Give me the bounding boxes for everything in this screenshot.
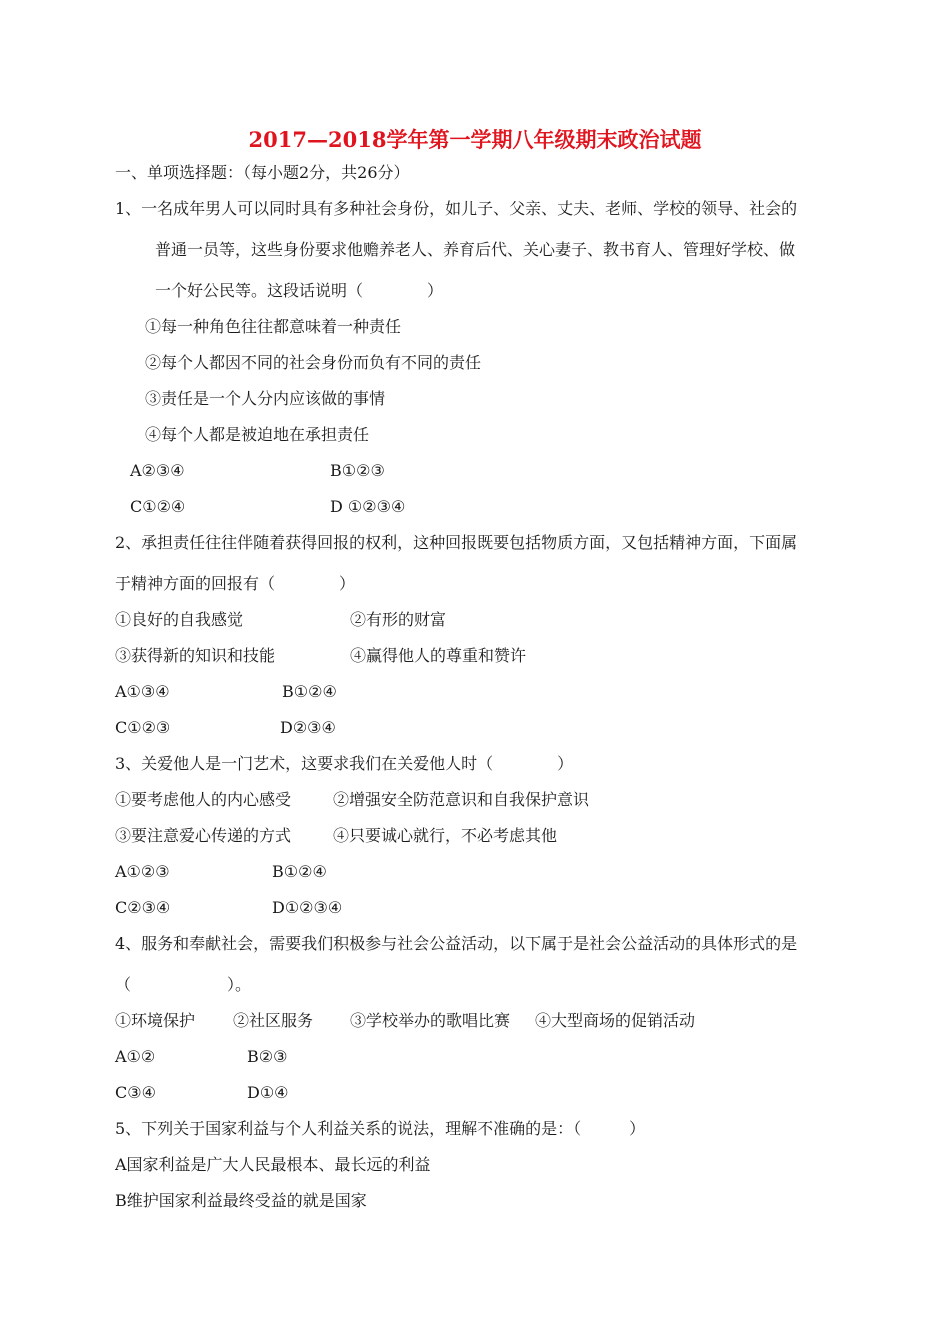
q5-option-a: A国家利益是广大人民最根本、最长远的利益 [115, 1155, 431, 1174]
q3-option-c: C②③④ [115, 898, 171, 917]
q1-statement-4: ④每个人都是被迫地在承担责任 [145, 425, 370, 444]
q1-option-d: D ①②③④ [330, 497, 406, 516]
q5-stem-line1: 5、下列关于国家利益与个人利益关系的说法，理解不准确的是：（ ） [115, 1119, 646, 1138]
q4-stem-line2: （ ）。 [115, 975, 252, 994]
section-heading: 一、单项选择题：（每小题2分，共26分） [115, 163, 410, 182]
q4-stem-line1: 4、服务和奉献社会，需要我们积极参与社会公益活动，以下属于是社会公益活动的具体形式的是 [115, 934, 798, 953]
q3-option-b: B①②④ [272, 862, 327, 881]
q1-option-c: C①②④ [130, 497, 186, 516]
q5-option-b: B维护国家利益最终受益的就是国家 [115, 1191, 367, 1210]
q4-option-a: A①② [115, 1047, 156, 1066]
q2-stem-line2: 于精神方面的回报有（ ） [115, 574, 356, 593]
q2-statement-2: ②有形的财富 [350, 610, 447, 629]
q4-option-c: C③④ [115, 1083, 156, 1102]
q4-option-d: D①④ [247, 1083, 289, 1102]
q3-stem-line1: 3、关爱他人是一门艺术，这要求我们在关爱他人时（ ） [115, 754, 574, 773]
q3-statement-4: ④只要诚心就行，不必考虑其他 [333, 826, 558, 845]
q3-statement-2: ②增强安全防范意识和自我保护意识 [333, 790, 590, 809]
q1-statement-2: ②每个人都因不同的社会身份而负有不同的责任 [145, 353, 482, 372]
page-title: 2017—2018学年第一学期八年级期末政治试题 [248, 127, 702, 152]
q1-stem-line2: 普通一员等，这些身份要求他赡养老人、养育后代、关心妻子、教书育人、管理好学校、做 [155, 240, 796, 259]
q4-statement-2: ②社区服务 [233, 1011, 314, 1030]
q3-option-a: A①②③ [115, 862, 170, 881]
q1-statement-3: ③责任是一个人分内应该做的事情 [145, 389, 386, 408]
q4-option-b: B②③ [247, 1047, 288, 1066]
q2-option-b: B①②④ [282, 682, 337, 701]
q4-statement-3: ③学校举办的歌唱比赛 [350, 1011, 511, 1030]
q1-statement-1: ①每一种角色往往都意味着一种责任 [145, 317, 402, 336]
q2-option-a: A①③④ [115, 682, 170, 701]
q2-statement-4: ④赢得他人的尊重和赞许 [350, 646, 527, 665]
q1-stem-line3: 一个好公民等。这段话说明（ ） [155, 281, 444, 300]
q4-statement-4: ④大型商场的促销活动 [535, 1011, 696, 1030]
q2-stem-line1: 2、承担责任往往伴随着获得回报的权利，这种回报既要包括物质方面，又包括精神方面，下面属 [115, 533, 798, 552]
q1-option-a: A②③④ [130, 461, 185, 480]
q2-statement-1: ①良好的自我感觉 [115, 610, 244, 629]
q3-statement-3: ③要注意爱心传递的方式 [115, 826, 292, 845]
q1-option-b: B①②③ [330, 461, 385, 480]
q4-statement-1: ①环境保护 [115, 1011, 196, 1030]
q2-statement-3: ③获得新的知识和技能 [115, 646, 276, 665]
q3-statement-1: ①要考虑他人的内心感受 [115, 790, 292, 809]
q3-option-d: D①②③④ [272, 898, 343, 917]
q2-option-d: D②③④ [280, 718, 336, 737]
q2-option-c: C①②③ [115, 718, 171, 737]
q1-stem-line1: 1、一名成年男人可以同时具有多种社会身份，如儿子、父亲、丈夫、老师、学校的领导、社会的 [115, 199, 798, 218]
